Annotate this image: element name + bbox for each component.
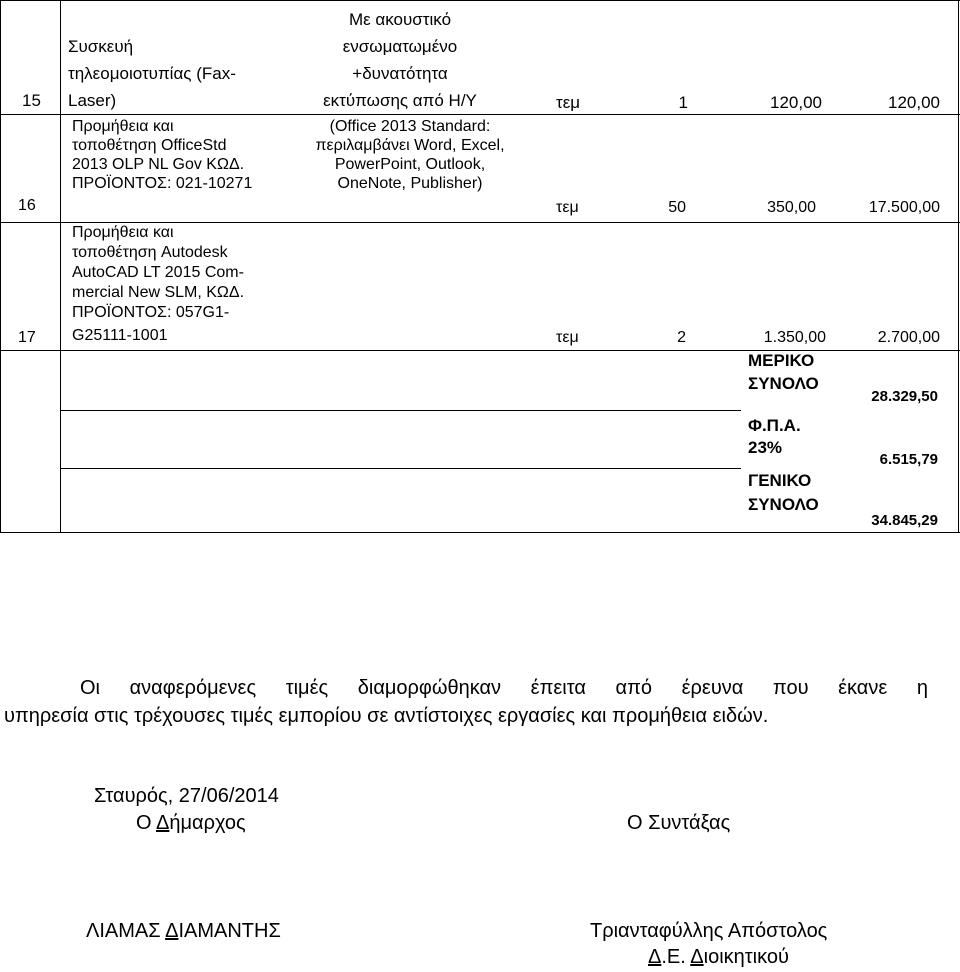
author-role-rest: ιοικητικού (703, 946, 789, 968)
subtotal-label: ΜΕΡΙΚΟ (748, 351, 815, 370)
subtotal-label: ΣΥΝΟΛΟ (748, 374, 819, 393)
unit: τεμ (556, 93, 581, 112)
line-total: 2.700,00 (877, 329, 940, 346)
table-border-right (958, 0, 959, 533)
mayor-name-initial: Δ (165, 920, 179, 942)
unit: τεμ (556, 199, 579, 216)
author-role-initial-2: Δ (690, 946, 704, 968)
item-description-line: τοποθέτηση OfficeStd (72, 137, 227, 154)
mayor-name (86, 918, 281, 944)
note-line: υπηρεσία στις τρέχουσες τιμές εμπορίου σε αντίστοιχες εργασίες και προμήθεια ειδών. (4, 705, 769, 727)
item-description-line: G25111-1001 (72, 327, 168, 344)
author-title: Ο Συντάξας (627, 812, 731, 834)
item-description-line: Προμήθεια και (72, 224, 174, 241)
place-date: Σταυρός, 27/06/2014 (94, 785, 279, 807)
item-spec-line: περιλαμβάνει Word, Excel, (315, 137, 505, 154)
table-border-left (0, 0, 1, 533)
vat-label: 23% (748, 438, 783, 457)
item-description-line: Προμήθεια και (72, 118, 174, 135)
item-spec-line: εκτύπωσης από Η/Υ (323, 91, 477, 110)
grand-total-label: ΓΕΝΙΚΟ (748, 471, 812, 490)
table-border-top (0, 0, 960, 1)
mayor-title-prefix: Ο (136, 812, 157, 834)
item-description-line: Laser) (68, 91, 117, 110)
item-description-line: τοποθέτηση Autodesk (72, 244, 228, 261)
unit-price: 350,00 (767, 199, 816, 216)
grand-total-value: 34.845,29 (871, 512, 938, 529)
author-name: Τριανταφύλλης Απόστολος (590, 920, 828, 942)
item-description-line: AutoCAD LT 2015 Com- (72, 264, 244, 281)
quantity: 2 (677, 329, 686, 346)
subtotal-value: 28.329,50 (871, 388, 938, 405)
mayor-title-rest: ήμαρχος (169, 812, 246, 834)
note-line: Οι αναφερόμενες τιμές διαμορφώθηκαν έπειτα από έρευνα που έκανε η (80, 677, 928, 699)
line-total: 17.500,00 (868, 199, 940, 216)
item-description-line: Συσκευή (68, 37, 134, 56)
item-spec-line: +δυνατότητα (352, 64, 448, 83)
row-number: 16 (18, 197, 36, 214)
item-spec-line: (Office 2013 Standard: (329, 118, 491, 135)
item-spec-line: OneNote, Publisher) (337, 175, 483, 192)
item-spec-line: ενσωματωμένο (342, 37, 458, 56)
unit-price: 120,00 (770, 93, 822, 112)
row-divider (0, 114, 960, 115)
quantity: 1 (678, 93, 688, 112)
mayor-title-initial: Δ (156, 812, 170, 834)
row-divider (0, 350, 960, 351)
author-role-mid: .Ε. (661, 946, 691, 968)
item-spec-line: Με ακουστικό (348, 10, 452, 29)
row-number: 17 (18, 329, 36, 346)
table-border-bottom (0, 532, 960, 533)
author-role (648, 944, 789, 970)
unit: τεμ (556, 329, 579, 346)
vat-value: 6.515,79 (879, 451, 938, 468)
mayor-name-rest: ΙΑΜΑΝΤΗΣ (178, 920, 281, 942)
item-description-line: 2013 OLP NL Gov ΚΩΔ. (72, 156, 245, 173)
row-number: 15 (22, 91, 41, 110)
quantity: 50 (668, 199, 686, 216)
summary-divider (61, 410, 741, 411)
grand-total-label: ΣΥΝΟΛΟ (748, 495, 819, 514)
author-role-initial: Δ (648, 946, 662, 968)
summary-divider (61, 468, 741, 469)
item-description-line: ΠΡΟΪΟΝΤΟΣ: 057G1- (72, 304, 230, 321)
vat-label: Φ.Π.Α. (748, 416, 801, 435)
mayor-title (136, 810, 246, 836)
item-description-line: mercial New SLM, ΚΩΔ. (72, 284, 245, 301)
mayor-name-prefix: ΛΙΑΜΑΣ (86, 920, 166, 942)
line-total: 120,00 (888, 93, 940, 112)
unit-price: 1.350,00 (763, 329, 826, 346)
item-description-line: ΠΡΟΪΟΝΤΟΣ: 021-10271 (72, 175, 253, 192)
column-divider (60, 0, 61, 533)
item-description-line: τηλεομοιοτυπίας (Fax- (68, 64, 236, 83)
item-spec-line: PowerPoint, Outlook, (334, 156, 486, 173)
